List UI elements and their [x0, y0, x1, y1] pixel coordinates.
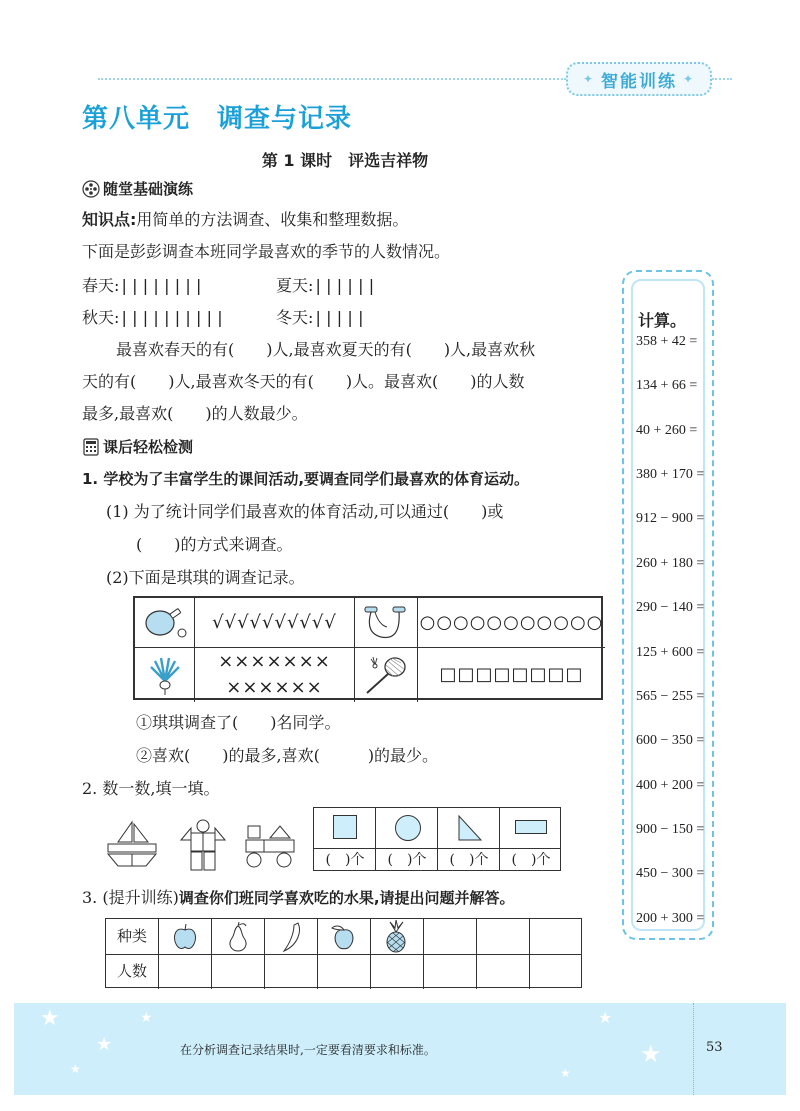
jump-rope-cell [355, 598, 418, 648]
question-1-2: (2)下面是琪琪的调查记录。 [106, 568, 305, 587]
star-icon: ★ [70, 1062, 81, 1076]
header-badge: ✦ 智能训练 ✦ [566, 62, 712, 96]
triangle-count-blank: ( )个 [449, 852, 489, 868]
question-1: 1. 学校为了丰富学生的课间活动,要调查同学们最喜欢的体育运动。 [82, 470, 530, 488]
question-2: 2. 数一数,填一填。 [82, 779, 220, 798]
calc-item: 134 + 66 = [636, 378, 698, 393]
pear-icon [224, 922, 252, 952]
calc-item: 380 + 170 = [636, 467, 705, 482]
badminton-cell [355, 648, 418, 702]
survey-record-table [133, 596, 603, 700]
season-question-line3: 最多,最喜欢( )的人数最少。 [82, 404, 308, 423]
page-number-divider [693, 1003, 694, 1095]
knowledge-point: 知识点:用简单的方法调查、收集和整理数据。 [82, 210, 409, 229]
star-icon: ★ [560, 1066, 571, 1080]
header-dotted-line-right [712, 78, 732, 80]
star-icon: ★ [598, 1008, 613, 1027]
circle-count-blank: ( )个 [387, 852, 427, 868]
triangle-shape-icon [455, 814, 485, 842]
shape-count-table [313, 807, 561, 871]
jump-rope-tally-cell [418, 598, 605, 648]
calc-item: 358 + 42 = [636, 334, 698, 349]
star-icon: ★ [40, 1006, 60, 1031]
question-1-2-a: ①琪琪调查了( )名同学。 [136, 713, 341, 732]
season-survey-intro: 下面是彭彭调查本班同学最喜欢的季节的人数情况。 [82, 242, 451, 261]
calculation-title: 计算。 [638, 311, 687, 330]
shuttlecock-cell [135, 648, 195, 702]
sailboat-figure [104, 820, 160, 870]
spring-tally: |||||||| [119, 276, 205, 295]
header-dotted-line [98, 78, 566, 80]
badge-star-icon: ✦ [582, 72, 595, 86]
cross-marks-line1: ××××××× [218, 651, 331, 672]
section-test-heading: 课后轻松检测 [82, 436, 193, 457]
robot-figure [176, 818, 230, 872]
badge-star-icon: ✦ [683, 72, 696, 86]
calc-item: 600 − 350 = [636, 733, 705, 748]
autumn-row: 秋天:|||||||||| [82, 308, 226, 327]
fruit-kind-label: 种类 [116, 927, 147, 945]
apple-icon [170, 922, 200, 952]
truck-figure [244, 822, 296, 870]
square-count-blank: ( )个 [325, 852, 365, 868]
summer-tally: |||||| [313, 276, 378, 295]
calc-item: 400 + 200 = [636, 778, 705, 793]
calc-item: 290 − 140 = [636, 600, 705, 615]
question-1-1-line1: (1) 为了统计同学们最喜欢的体育活动,可以通过( )或 [106, 502, 504, 521]
autumn-tally: |||||||||| [119, 308, 226, 327]
pineapple-icon [382, 920, 410, 953]
badminton-racket-icon [361, 653, 411, 697]
page-number: 53 [706, 1040, 723, 1055]
summer-row: 夏天:|||||| [276, 276, 378, 295]
calc-item: 40 + 260 = [636, 423, 698, 438]
season-question-line1: 最喜欢春天的有( )人,最喜欢夏天的有( )人,最喜欢秋 [116, 340, 536, 359]
check-marks: √√√√√√√√√√ [212, 611, 337, 633]
square-shape-icon [333, 815, 357, 839]
question-1-1-line2: ( )的方式来调查。 [136, 535, 293, 554]
table-tennis-tally-cell [195, 598, 355, 648]
table-tennis-paddle-icon [142, 603, 188, 643]
calc-item: 912 − 900 = [636, 511, 705, 526]
calc-item: 450 − 300 = [636, 866, 705, 881]
rectangle-count-blank: ( )个 [511, 852, 551, 868]
calc-item: 565 − 255 = [636, 689, 705, 704]
table-tennis-cell [135, 598, 195, 648]
calc-item: 125 + 600 = [636, 645, 705, 660]
lesson-title: 第 1 课时 评选吉祥物 [261, 151, 429, 170]
jump-rope-icon [361, 603, 411, 643]
cross-marks-line2: ×××××× [226, 677, 323, 698]
winter-tally: ||||| [313, 308, 367, 327]
peach-icon [328, 922, 360, 952]
season-question-line2: 天的有( )人,最喜欢冬天的有( )人。最喜欢( )的人数 [82, 372, 525, 391]
calc-item: 900 − 150 = [636, 822, 705, 837]
calculator-icon [82, 438, 100, 456]
star-icon: ★ [140, 1010, 153, 1026]
shuttlecock-tally-cell [195, 648, 355, 702]
fruit-count-label: 人数 [116, 962, 147, 980]
rectangle-shape-icon [515, 820, 547, 834]
footer-tip: 在分析调查记录结果时,一定要看清要求和标准。 [180, 1043, 436, 1057]
star-icon: ★ [96, 1034, 113, 1055]
calc-item: 260 + 180 = [636, 556, 705, 571]
calc-item: 200 + 300 = [636, 911, 705, 926]
winter-row: 冬天:||||| [276, 308, 367, 327]
fruit-survey-table [105, 918, 582, 988]
banana-icon [276, 921, 306, 953]
badminton-tally-cell [418, 648, 605, 702]
question-3: 3. (提升训练)调查你们班同学喜欢吃的水果,请提出问题并解答。 [82, 888, 515, 907]
unit-title: 第八单元 调查与记录 [82, 104, 353, 134]
film-reel-icon [82, 180, 100, 198]
spring-row: 春天:|||||||| [82, 276, 205, 295]
circle-shape-icon [395, 815, 421, 841]
section-practice-heading: 随堂基础演练 [82, 178, 193, 199]
circle-marks: ○○○○○○○○○○○ [419, 611, 604, 633]
question-1-2-b: ②喜欢( )的最多,喜欢( )的最少。 [136, 746, 439, 765]
star-icon: ★ [640, 1040, 662, 1068]
square-marks: □□□□□□□□ [439, 664, 584, 685]
shuttlecock-icon [145, 653, 185, 697]
